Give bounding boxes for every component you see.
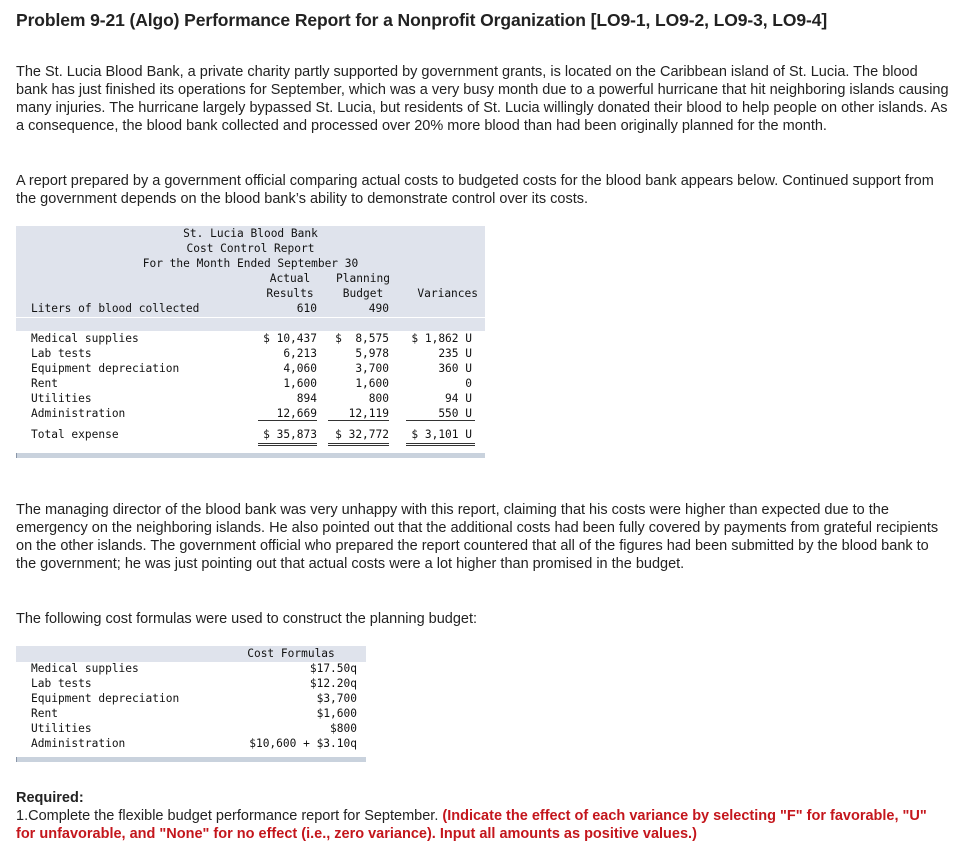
expense-actual: 4,060 (283, 362, 317, 375)
required-section (16, 789, 950, 843)
liters-planning: 490 (368, 302, 389, 315)
formulas-horizontal-scrollbar[interactable] (16, 757, 366, 762)
expense-planning: $ 8,575 (335, 332, 389, 345)
formula-value: $10,600 + $3.10q (249, 737, 357, 750)
expense-planning: 800 (368, 392, 389, 405)
expense-variance: 94 U (445, 392, 472, 405)
cost-control-report (16, 226, 485, 460)
formula-label: Utilities (31, 722, 92, 735)
total-actual: $ 35,873 (263, 428, 317, 441)
expense-variance: 235 U (438, 347, 472, 360)
report-heading-name: St. Lucia Blood Bank (183, 227, 318, 240)
expense-variance: 550 U (438, 407, 472, 420)
formula-label: Administration (31, 737, 126, 750)
formulas-heading: Cost Formulas (247, 647, 335, 660)
required-heading: Required: (16, 790, 84, 806)
liters-label: Liters of blood collected (31, 302, 200, 315)
expense-actual: $ 10,437 (263, 332, 317, 345)
formula-value: $12.20q (309, 677, 357, 690)
expense-variance: 360 U (438, 362, 472, 375)
formula-value: $800 (330, 722, 357, 735)
formula-value: $17.50q (309, 662, 357, 675)
required-item-instruction: (Indicate the effect of each variance by selecting "F" for favorable, "U" for unfavorable, and "None" for no effect (i.e., zero variance). Input all amounts as positive values.) (16, 808, 927, 842)
formula-value: $1,600 (316, 707, 357, 720)
expense-actual: 1,600 (283, 377, 317, 390)
expense-planning: 5,978 (355, 347, 389, 360)
report-horizontal-scrollbar[interactable] (16, 453, 485, 458)
report-intro-paragraph: A report prepared by a government official comparing actual costs to budgeted costs for the blood bank appears below. Continued support from the government depends on the blood bank’s ability to demonstrate control over its costs. (16, 173, 934, 207)
expense-label: Utilities (31, 392, 92, 405)
cost-formulas-table (16, 646, 366, 764)
expense-actual: 894 (296, 392, 317, 405)
total-expense-label: Total expense (31, 428, 119, 441)
total-variance: $ 3,101 U (411, 428, 472, 441)
required-item-text: 1.Complete the flexible budget performance report for September. (16, 808, 443, 824)
expense-actual: 12,669 (276, 407, 317, 420)
col-variances-header: Variances (417, 287, 478, 300)
formula-label: Medical supplies (31, 662, 139, 675)
director-paragraph: The managing director of the blood bank was very unhappy with this report, claiming that his costs were higher than expected due to the emergency on the neighboring islands. He also pointed out that the additional costs had been fully covered by payments from grateful recipients on the other islands. The government official who prepared the report countered that all of the figures had been submitted by the blood bank to the government; he was just pointing out that actual costs were a lot higher than promised in the budget. (16, 502, 939, 572)
liters-actual: 610 (296, 302, 317, 315)
expense-planning: 3,700 (355, 362, 389, 375)
col-planning-header-1: Planning (336, 272, 390, 285)
formula-label: Rent (31, 707, 58, 720)
expense-label: Equipment depreciation (31, 362, 180, 375)
report-heading-type: Cost Control Report (186, 242, 315, 255)
expense-label: Rent (31, 377, 58, 390)
required-item-1 (16, 807, 950, 843)
expense-label: Medical supplies (31, 332, 139, 345)
col-planning-header-2: Budget (342, 287, 384, 300)
col-actual-header-2: Results (266, 287, 314, 300)
expense-planning: 1,600 (355, 377, 389, 390)
total-planning: $ 32,772 (335, 428, 389, 441)
report-separator-band (16, 318, 485, 331)
problem-title: Problem 9-21 (Algo) Performance Report for a Nonprofit Organization [LO9-1, LO9-2, LO9-3, LO9-4] (16, 10, 828, 30)
expense-actual: 6,213 (283, 347, 317, 360)
expense-label: Administration (31, 407, 126, 420)
expense-planning: 12,119 (348, 407, 389, 420)
expense-variance: $ 1,862 U (411, 332, 472, 345)
formula-label: Lab tests (31, 677, 92, 690)
expense-label: Lab tests (31, 347, 92, 360)
intro-paragraph: The St. Lucia Blood Bank, a private charity partly supported by government grants, is located on the Caribbean island of St. Lucia. The blood bank has just finished its operations for September, which was a very busy month due to a powerful hurricane that hit neighboring islands causing many injuries. The hurricane largely bypassed St. Lucia, but residents of St. Lucia willingly donated their blood to help people on other islands. As a consequence, the blood bank collected and processed over 20% more blood than had been originally planned for the month. (16, 64, 949, 134)
expense-variance: 0 (465, 377, 472, 390)
formula-value: $3,700 (316, 692, 357, 705)
formulas-intro-paragraph: The following cost formulas were used to construct the planning budget: (16, 611, 478, 627)
col-actual-header-1: Actual (269, 272, 311, 285)
formula-label: Equipment depreciation (31, 692, 180, 705)
report-heading-period: For the Month Ended September 30 (142, 257, 359, 270)
